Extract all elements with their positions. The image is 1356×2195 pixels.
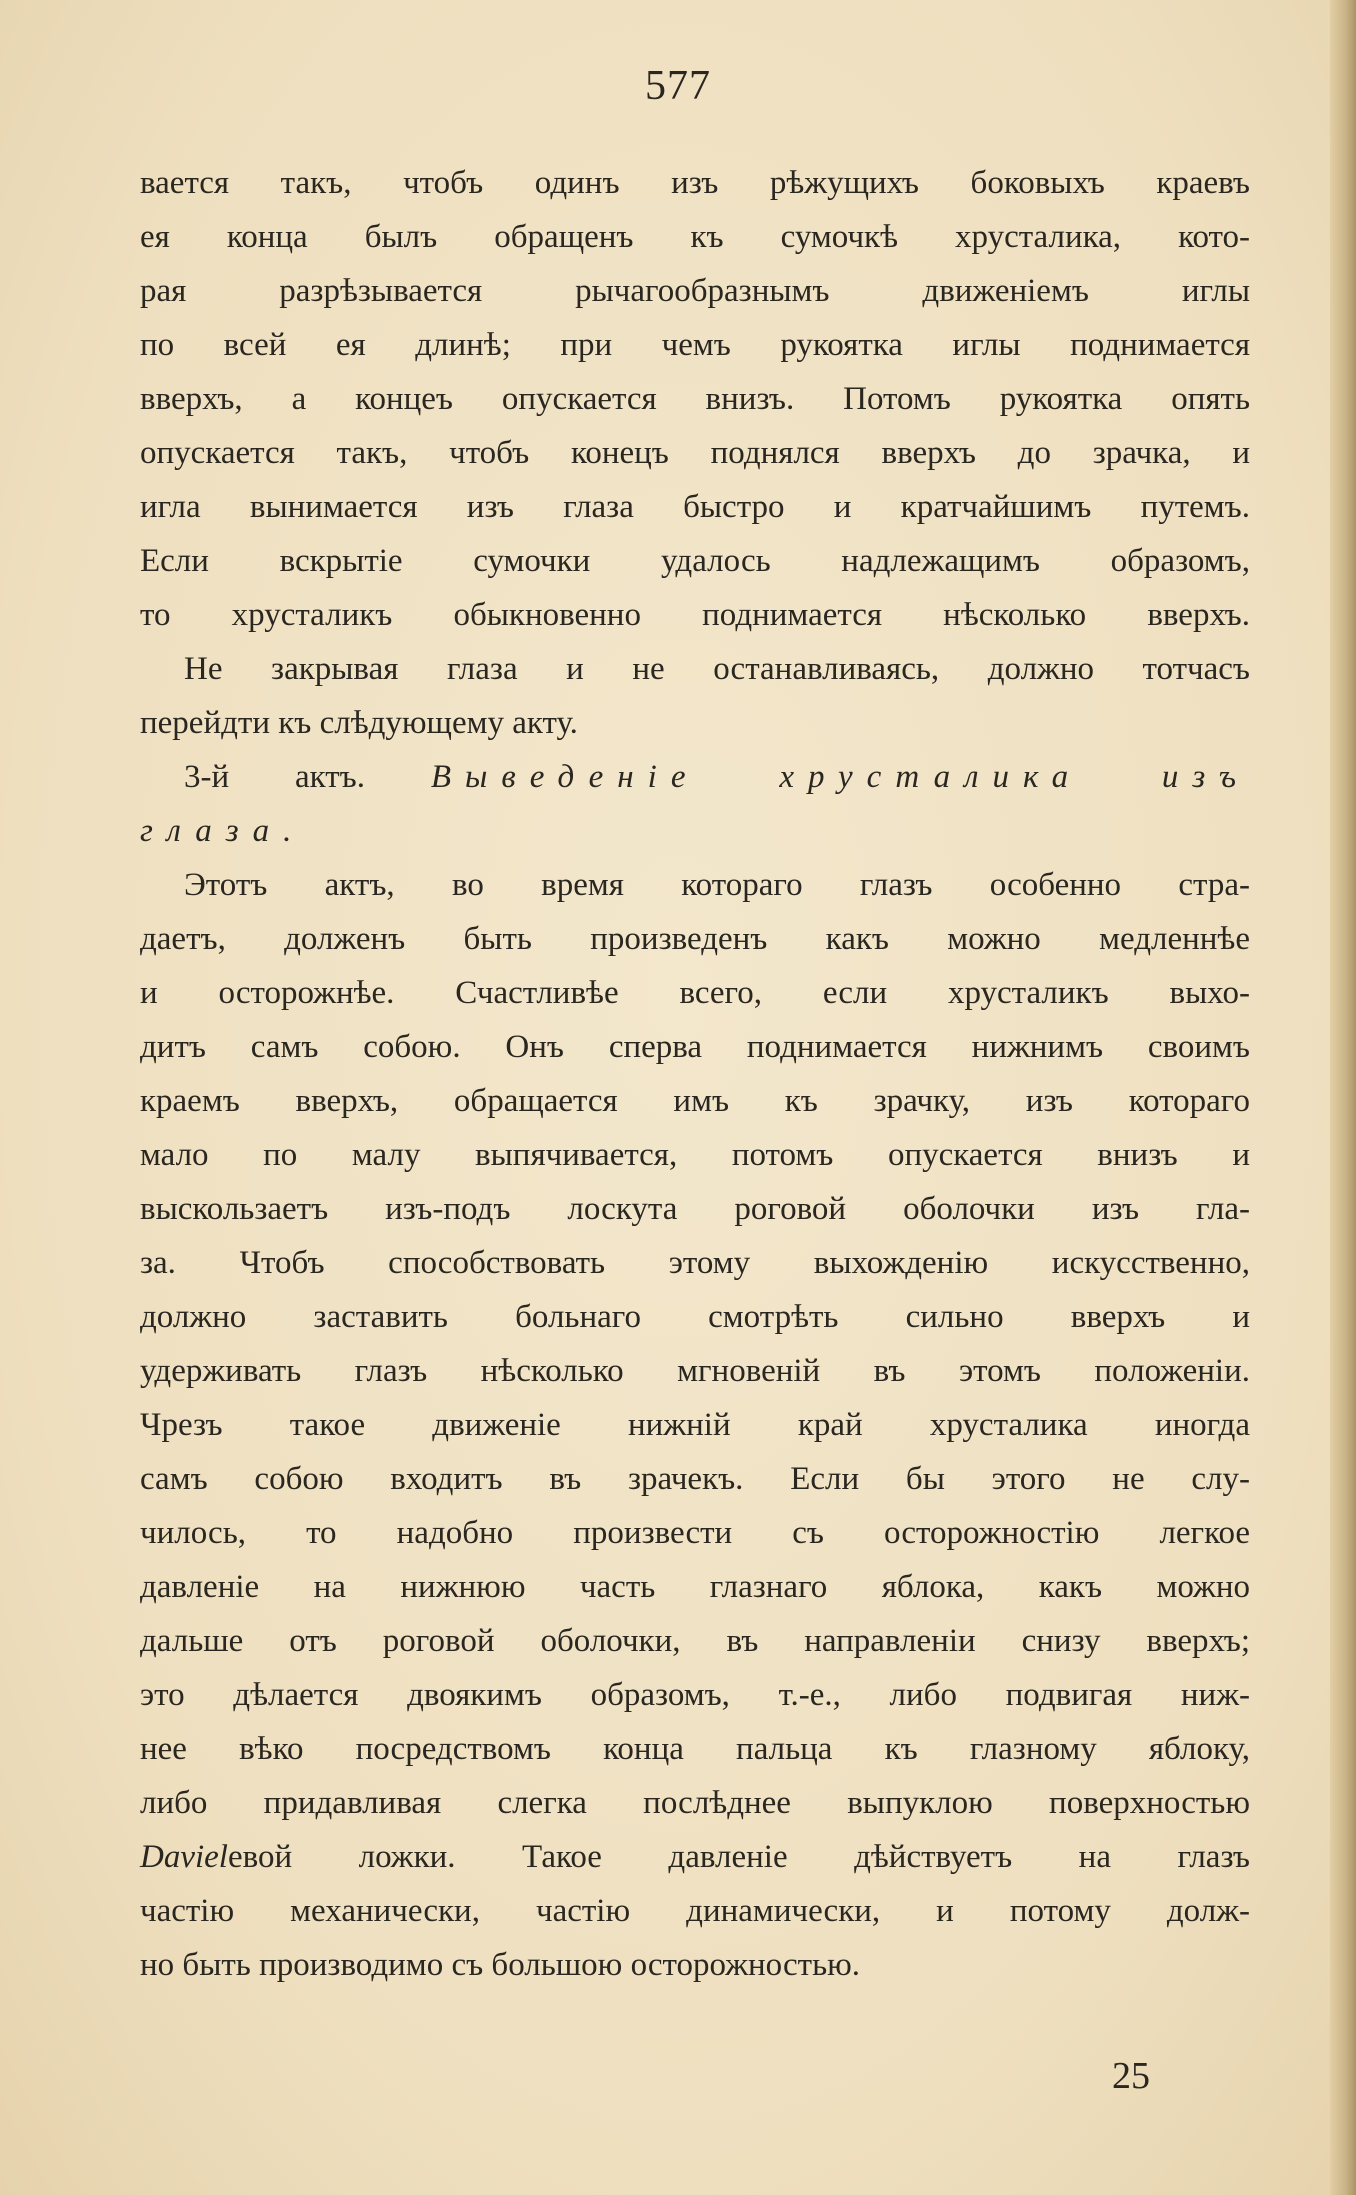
text-line: мало по малу выпячивается, потомъ опускается внизъ и — [140, 1137, 1250, 1173]
text-line: Этотъ актъ, во время котораго глазъ особенно стра- — [184, 867, 1250, 903]
text-line: выскользаетъ изъ-подъ лоскута роговой оболочки изъ гла- — [140, 1191, 1250, 1227]
signature-mark: 25 — [1112, 2055, 1150, 2097]
text-line: частiю механически, частiю динамически, и потому долж- — [140, 1893, 1250, 1929]
text-line: даетъ, долженъ быть произведенъ какъ можно медленнѣе — [140, 921, 1250, 957]
page-number: 577 — [645, 63, 711, 109]
text-line: перейдти къ слѣдующему акту. — [140, 705, 578, 741]
text-line: дальше отъ роговой оболочки, въ направленiи снизу вверхъ; — [140, 1623, 1250, 1659]
text-line: по всей ея длинѣ; при чемъ рукоятка иглы поднимается — [140, 327, 1250, 363]
act-heading-continued — [140, 804, 1250, 858]
text-line: самъ собою входитъ въ зрачекъ. Если бы этого не слу- — [140, 1461, 1250, 1497]
act-heading-prefix: 3-й актъ. — [184, 759, 365, 795]
text-line: должно заставить больнаго смотрѣть сильно вверхъ и — [140, 1299, 1250, 1335]
text-line: ея конца былъ обращенъ къ сумочкѣ хрусталика, кото- — [140, 219, 1250, 255]
text-line: Чрезъ такое движенiе нижнiй край хрусталика иногда — [140, 1407, 1250, 1443]
text-line: краемъ вверхъ, обращается имъ къ зрачку, изъ котораго — [140, 1083, 1250, 1119]
text-line: за. Чтобъ способствовать этому выхожденiю искусственно, — [140, 1245, 1250, 1281]
daviel-rest: евой ложки. Такое давленiе дѣйствуетъ на глазъ — [227, 1839, 1250, 1875]
text-line: вверхъ, а концеъ опускается внизъ. Потомъ рукоятка опять — [140, 381, 1250, 417]
text-line: Не закрывая глаза и не останавливаясь, должно тотчасъ — [184, 651, 1250, 687]
text-line: чилось, то надобно произвести съ осторожностiю легкое — [140, 1515, 1250, 1551]
text-line: игла вынимается изъ глаза быстро и кратчайшимъ путемъ. — [140, 489, 1250, 525]
text-line: вается такъ, чтобъ одинъ изъ рѣжущихъ боковыхъ краевъ — [140, 165, 1250, 201]
daviel-name: Daviel — [140, 1839, 228, 1875]
text-line: опускается такъ, чтобъ конецъ поднялся вверхъ до зрачка, и — [140, 435, 1250, 471]
text-line: то хрусталикъ обыкновенно поднимается нѣсколько вверхъ. — [140, 597, 1250, 633]
act-heading-title: Выведенiе хрусталика изъ — [430, 759, 1250, 795]
page-edge — [1330, 0, 1356, 2195]
text-line: нее вѣко посредствомъ конца пальца къ глазному яблоку, — [140, 1731, 1250, 1767]
act-heading — [140, 750, 1250, 804]
text-line: Если вскрытiе сумочки удалось надлежащимъ образомъ, — [140, 543, 1250, 579]
text-line: дитъ самъ собою. Онъ сперва поднимается нижнимъ своимъ — [140, 1029, 1250, 1065]
act-heading-title-cont: глаза. — [140, 813, 306, 849]
text-line: и осторожнѣе. Счастливѣе всего, если хрусталикъ выхо- — [140, 975, 1250, 1011]
text-line: рая разрѣзывается рычагообразнымъ движенiемъ иглы — [140, 273, 1250, 309]
body-text — [140, 156, 1250, 1992]
text-line: либо придавливая слегка послѣднее выпуклою поверхностью — [140, 1785, 1250, 1821]
text-line: удерживать глазъ нѣсколько мгновенiй въ этомъ положенiи. — [140, 1353, 1250, 1389]
text-line: давленiе на нижнюю часть глазнаго яблока, какъ можно — [140, 1569, 1250, 1605]
text-line: это дѣлается двоякимъ образомъ, т.-е., либо подвигая ниж- — [140, 1677, 1250, 1713]
text-line-daviel — [140, 1830, 1250, 1884]
text-line: но быть производимо съ большою осторожностью. — [140, 1947, 861, 1983]
